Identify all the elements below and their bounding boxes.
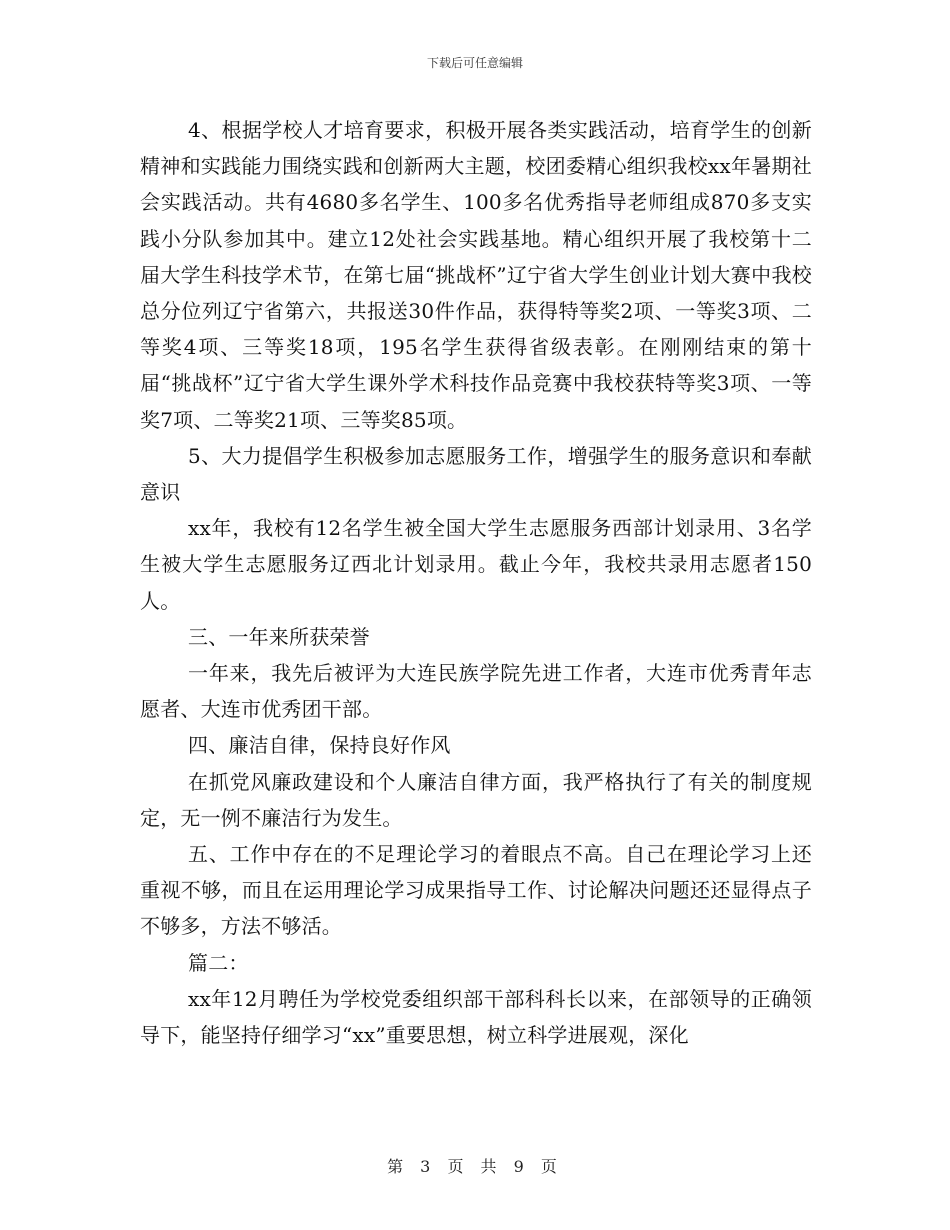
document-body [140, 112, 812, 1053]
paragraph-practice-activities: 4、根据学校人才培育要求，积极开展各类实践活动，培育学生的创新精神和实践能力围绕实践和创新两大主题，校团委精心组织我校xx年暑期社会实践活动。共有4680多名学生、100多名优秀指导老师组成870多支实践小分队参加其中。建立12处社会实践基地。精心组织开展了我校第十二届大学生科技学术节，在第七届“挑战杯”辽宁省大学生创业计划大赛中我校总分位列辽宁省第六，共报送30件作品，获得特等奖2项、一等奖3项、二等奖4项、三等奖18项，195名学生获得省级表彰。在刚刚结束的第十届“挑战杯”辽宁省大学生课外学术科技作品竞赛中我校获特等奖3项、一等奖7项、二等奖21项、三等奖85项。 [140, 118, 812, 432]
paragraph-volunteer-stats: xx年，我校有12名学生被全国大学生志愿服务西部计划录用、3名学生被大学生志愿服务辽西北计划录用。截止今年，我校共录用志愿者150人。 [140, 516, 812, 613]
section-heading-integrity: 四、廉洁自律，保持良好作风 [188, 733, 451, 758]
section-heading-part-two: 篇二： [188, 950, 249, 975]
section-heading-honors: 三、一年来所获荣誉 [188, 624, 370, 649]
paragraph-honors: 一年来，我先后被评为大连民族学院先进工作者，大连市优秀青年志愿者、大连市优秀团干部。 [140, 661, 812, 722]
paragraph-shortcomings: 五、工作中存在的不足理论学习的着眼点不高。自己在理论学习上还重视不够，而且在运用理论学习成果指导工作、讨论解决问题还还显得点子不够多，方法不够活。 [140, 842, 812, 939]
paragraph-part-two-intro: xx年12月聘任为学校党委组织部干部科科长以来，在部领导的正确领导下，能坚持仔细学习“xx”重要思想，树立科学进展观，深化 [140, 986, 812, 1048]
paragraph-integrity: 在抓党风廉政建设和个人廉洁自律方面，我严格执行了有关的制度规定，无一例不廉洁行为发生。 [140, 769, 812, 830]
page-number-footer: 第 3 页 共 9 页 [387, 1157, 563, 1176]
page-header: 下载后可任意编辑 [426, 56, 523, 70]
paragraph-volunteer-heading: 5、大力提倡学生积极参加志愿服务工作，增强学生的服务意识和奉献意识 [140, 443, 812, 505]
